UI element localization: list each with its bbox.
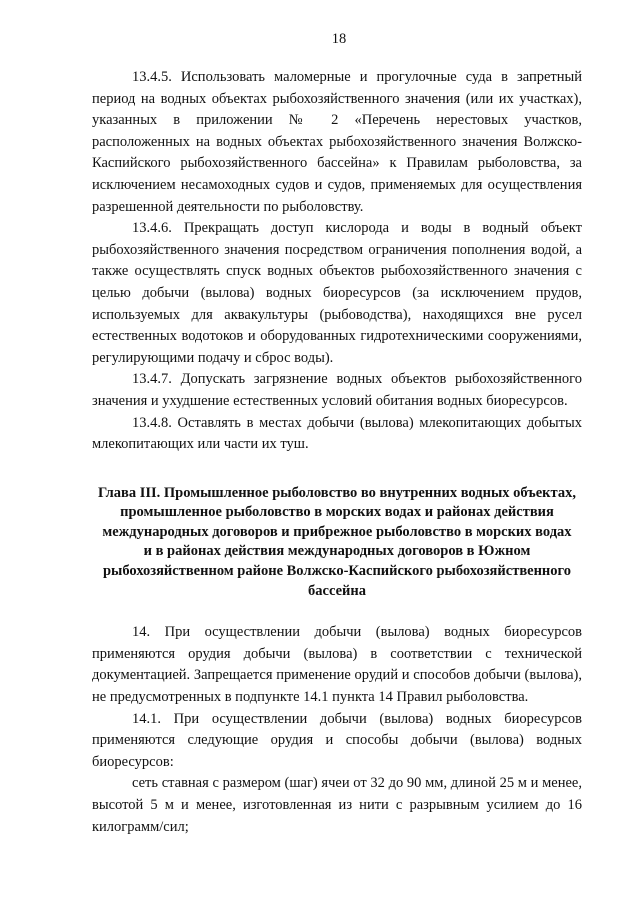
paragraph-13-4-5: 13.4.5. Использовать маломерные и прогулочные суда в запретный период на водных объектах рыбохозяйственного значения (или их участках), указанных в приложении № 2 «Перечень нерестовых участков, расположенных на водных объектах рыбохозяйственного значения Волжско-Каспийского рыбохозяйственного бассейна» к Правилам рыболовства, за исключением несамоходных судов и судов, применяемых для осуществления разрешенной деятельности по рыболовству. [92, 69, 582, 215]
chapter-heading: Глава III. Промышленное рыболовство во внутренних водных объектах, промышленное рыболовство в морских водах и районах действия международных договоров и прибрежное рыболовство в морских водах и в районах действия международных договоров в Южном рыбохозяйственном районе Волжско-Каспийского рыбохозяйственного бассейна [98, 484, 576, 599]
paragraph-13-4-7: 13.4.7. Допускать загрязнение водных объектов рыбохозяйственного значения и ухудшение естественных условий обитания водных биоресурсов. [92, 371, 582, 409]
paragraph-14: 14. При осуществлении добычи (вылова) водных биоресурсов применяются орудия добычи (вылова) в соответствии с технической документацией. Запрещается применение орудий и способов добычи (вылова), не предусмотренных в подпункте 14.1 пункта 14 Правил рыболовства. [92, 624, 582, 706]
paragraph-14-1: 14.1. При осуществлении добычи (вылова) водных биоресурсов применяются следующие орудия и способы добычи (вылова) водных биоресурсов: [92, 710, 582, 770]
paragraph-13-4-6: 13.4.6. Прекращать доступ кислорода и воды в водный объект рыбохозяйственного значения посредством ограничения пополнения водой, а также осуществлять спуск водных объектов рыбохозяйственного значения с целью добычи (вылова) водных биоресурсов (за исключением прудов, используемых для аквакультуры (рыбоводства), находящихся вне русел естественных водотоков и оборудованных гидротехническими сооружениями, регулирующими подачу и сброс воды). [92, 220, 582, 366]
paragraph-13-4-8: 13.4.8. Оставлять в местах добычи (вылова) млекопитающих добытых млекопитающих или части их туш. [92, 414, 582, 453]
paragraph-fixed-net: сеть ставная с размером (шаг) ячеи от 32 до 90 мм, длиной 25 м и менее, высотой 5 м и менее, изготовленная из нити с разрывным усилием до 16 килограмм/сил; [92, 775, 582, 835]
page-number: 18 [331, 31, 347, 47]
